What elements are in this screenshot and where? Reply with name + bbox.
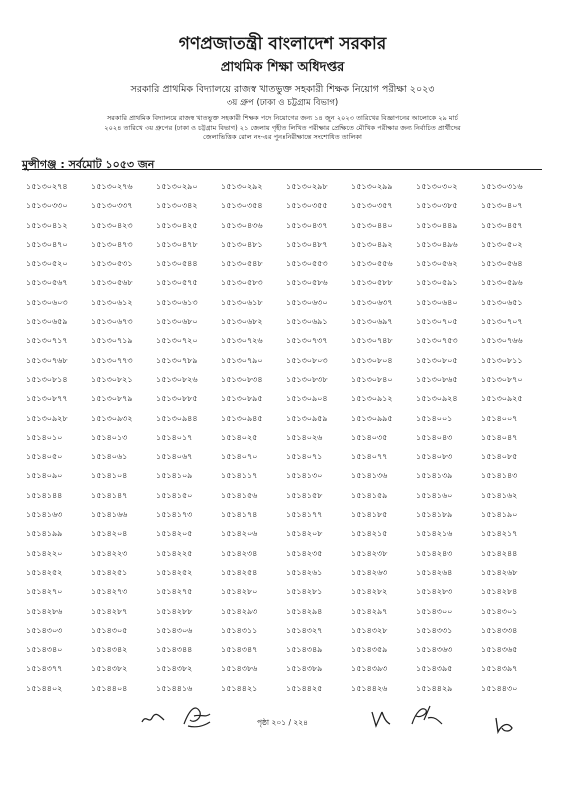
roll-number-cell: ১৫১৪০৮৩ — [416, 452, 453, 462]
roll-number-cell: ১৫১৪২২৩ — [91, 548, 128, 558]
roll-number-cell: ১৫১৩০৪৭৮ — [156, 239, 198, 249]
roll-number-cell: ১৫১৩০৮৬৫ — [416, 374, 458, 384]
signature-5 — [492, 714, 516, 736]
roll-number-cell: ১৫১৩০৭১৯ — [91, 336, 133, 346]
roll-number-cell: ১৫১৩০৬৩৭ — [351, 297, 393, 307]
group-title: ৩য় গ্রুপ (ঢাকা ও চট্টগ্রাম বিভাগ) — [226, 98, 339, 108]
exam-title: সরকারি প্রাথমিক বিদ্যালয়ে রাজস্ব খাতভুক্ত সহকারী শিক্ষক নিয়োগ পরীক্ষা ২০২৩ — [130, 84, 435, 95]
roll-number-cell: ১৫১৪২৮৬ — [26, 606, 63, 616]
roll-number-cell: ১৫১৪১৩৯ — [416, 471, 453, 481]
roll-number-cell: ১৫১৪০২৬ — [286, 432, 323, 442]
roll-number-cell: ১৫১৪২৬৪ — [416, 567, 453, 577]
roll-number-cell: ১৫১৪২৯৩ — [221, 606, 258, 616]
roll-number-cell: ১৫১৪৩৬৩ — [416, 645, 453, 655]
district-section-heading — [22, 153, 542, 170]
roll-number-cell: ১৫১৪২১৬ — [416, 529, 453, 539]
district-total-label: মুন্সীগঞ্জ : সর্বমোট ১০৫৩ জন — [22, 158, 155, 171]
roll-number-cell: ১৫১৪১৫৮ — [286, 490, 323, 500]
roll-number-cell: ১৫১৩০৫৯১ — [416, 278, 458, 288]
roll-number-cell: ১৫১৩০৬০৩ — [26, 297, 68, 307]
roll-number-cell: ১৫১৪৩৮৬ — [221, 664, 258, 674]
roll-number-cell: ১৫১৩০৪৯২ — [351, 239, 393, 249]
roll-number-cell: ১৫১৩০৬১২ — [91, 297, 133, 307]
roll-number-cell: ১৫১৩০৯৪৪ — [156, 413, 198, 423]
roll-number-cell: ১৫১৩০৫৬৮ — [91, 278, 133, 288]
roll-number-cell: ১৫১৩০৫৯৬ — [481, 278, 523, 288]
roll-number-cell: ১৫১৪২৮১ — [286, 587, 323, 597]
roll-number-cell: ১৫১৪১৭৪ — [221, 510, 258, 520]
roll-number-cell: ১৫১৪০৪৭ — [481, 432, 518, 442]
roll-number-cell: ১৫১৩০৫৫৩ — [286, 259, 328, 269]
roll-number-cell: ১৫১৪১৪৪ — [26, 490, 63, 500]
department-title: প্রাথমিক শিক্ষা অধিদপ্তর — [220, 60, 345, 75]
roll-number-cell: ১৫১৩০৪৩৬ — [221, 220, 263, 230]
roll-number-cell: ১৫১৪২৫১ — [91, 567, 128, 577]
roll-number-cell: ১৫১৪২৩৪ — [221, 548, 258, 558]
roll-number-cell: ১৫১৩০৭৯০ — [221, 355, 263, 365]
roll-number-cell: ১৫১৩০৮০৪ — [351, 355, 393, 365]
roll-number-cell: ১৫১৩০৭১৭ — [26, 336, 68, 346]
roll-number-cell: ১৫১৪২৮৪ — [481, 587, 518, 597]
roll-number-cell: ১৫১৩০৩৩৭ — [91, 201, 133, 211]
roll-number-cell: ১৫১৩০৩৫৭ — [351, 201, 393, 211]
signature-3 — [368, 706, 392, 730]
roll-number-cell: ১৫১৪২১৭ — [481, 529, 518, 539]
roll-number-cell: ১৫১৪৪০৪ — [91, 683, 128, 693]
roll-number-cell: ১৫১৩০৮০৫ — [416, 355, 458, 365]
roll-number-cell: ১৫১৪০০১ — [416, 413, 453, 423]
roll-number-cell: ১৫১৪২৭০ — [26, 587, 63, 597]
roll-number-cell: ১৫১৩০২৯৮ — [286, 182, 328, 191]
roll-number-cell: ১৫১৩০৩৫৫ — [286, 201, 328, 211]
roll-number-cell: ১৫১৩০৯৫৯ — [286, 413, 328, 423]
roll-number-cell: ১৫১৩০৪৭০ — [26, 239, 68, 249]
roll-number-cell: ১৫১৩০৪৮১ — [221, 239, 263, 249]
roll-number-cell: ১৫১৩০৭৬৬ — [481, 336, 523, 346]
signature-4 — [408, 702, 444, 730]
roll-number-cell: ১৫১৪২৮২ — [351, 587, 388, 597]
roll-number-cell: ১৫১৪১৬২ — [481, 490, 518, 500]
roll-number-cell: ১৫১৩০৭৪৮ — [351, 336, 393, 346]
roll-number-cell: ১৫১৩০৫৮৮ — [351, 278, 393, 288]
roll-number-cell: ১৫১৪৩১১ — [221, 625, 258, 635]
roll-number-cell: ১৫১৩০৭৮৯ — [156, 355, 198, 365]
roll-number-cell: ১৫১৪১৭৭ — [286, 510, 323, 520]
roll-number-cell: ১৫১৪০৯০ — [26, 471, 63, 481]
roll-number-cell: ১৫১৩০৭৬৮ — [26, 355, 68, 365]
roll-number-cell: ১৫১৪৩৯৩ — [351, 664, 388, 674]
roll-number-cell: ১৫১৪১৩০ — [286, 471, 323, 481]
roll-number-cell: ১৫১৪২০৪ — [91, 529, 128, 539]
roll-number-cell: ১৫১৩০৫৭৫ — [156, 278, 198, 288]
roll-number-cell: ১৫১৪৩০৬ — [156, 625, 193, 635]
roll-number-cell: ১৫১৩০৫২০ — [26, 259, 68, 269]
roll-number-cell: ১৫১৩০৬৮০ — [156, 317, 198, 327]
roll-number-cell: ১৫১৪২৪৪ — [481, 548, 518, 558]
roll-number-cell: ১৫১৩০৯১২ — [351, 394, 393, 404]
roll-number-cell: ১৫১৩০৪২৫ — [156, 220, 198, 230]
roll-number-cell: ১৫১৩০৮৭৭ — [26, 394, 68, 404]
roll-number-cell: ১৫১৪২৮৭ — [91, 606, 128, 616]
roll-number-cell: ১৫১৪৪২৫ — [286, 683, 323, 693]
roll-number-cell: ১৫১৩০৮৭০ — [481, 374, 523, 384]
roll-number-cell: ১৫১৩০৪১২ — [26, 220, 68, 230]
roll-number-cell: ১৫১৩০৪৪৯ — [416, 220, 458, 230]
roll-number-cell: ১৫১৪২৫৪ — [221, 567, 258, 577]
roll-number-cell: ১৫১৪৩২৭ — [286, 625, 323, 635]
roll-number-cell: ১৫১৩০৯২৪ — [416, 394, 458, 404]
roll-number-cell: ১৫১৪১৫৬ — [221, 490, 258, 500]
roll-number-cell: ১৫১৩০৭০৫ — [416, 317, 458, 327]
roll-number-cell: ১৫১৪৩৯৫ — [416, 664, 453, 674]
roll-number-cell: ১৫১৪১৬০ — [416, 490, 453, 500]
roll-number-cell: ১৫১৪৩৪২ — [91, 645, 128, 655]
roll-number-cell: ১৫১৩০৬৯৭ — [351, 317, 393, 327]
roll-number-cell: ১৫১৩০৪০৭ — [481, 201, 523, 211]
roll-number-cell: ১৫১৩০৮৪০ — [351, 374, 393, 384]
roll-number-cell: ১৫১৪১৬৬ — [91, 510, 128, 520]
roll-number-cell: ১৫১৪২৩৫ — [286, 548, 323, 558]
roll-number-cell: ১৫১৪৪০২ — [26, 683, 63, 693]
roll-number-cell: ১৫১৪২৮৮ — [156, 606, 193, 616]
roll-number-cell: ১৫১৪১৯৯ — [26, 529, 63, 539]
roll-number-cell: ১৫১৩০৩৮৫ — [416, 201, 458, 211]
roll-number-cell: ১৫১৪৩৩৪ — [481, 625, 518, 635]
roll-number-cell: ১৫১৩০৮৭৯ — [91, 394, 133, 404]
roll-number-cell: ১৫১৪৪৩০ — [481, 683, 518, 693]
roll-number-cell: ১৫১৩০৫৬৭ — [26, 278, 68, 288]
roll-number-cell: ১৫১৩০৬৫১ — [481, 297, 523, 307]
roll-number-cell: ১৫১৪৪২১ — [221, 683, 258, 693]
roll-number-cell: ১৫১৩০৫৮৬ — [286, 278, 328, 288]
roll-number-cell: ১৫১৪০৭৭ — [351, 452, 388, 462]
roll-number-cell: ১৫১৪৩৬৫ — [481, 645, 518, 655]
roll-number-cell: ১৫১৪২৬৮ — [481, 567, 518, 577]
roll-number-cell: ১৫১৪২৯৪ — [286, 606, 323, 616]
roll-number-cell: ১৫১৩০৭০৭ — [481, 317, 523, 327]
roll-number-cell: ১৫১৩০৯৪৫ — [221, 413, 263, 423]
roll-number-cell: ১৫১৩০৯০৪ — [286, 394, 328, 404]
roll-number-cell: ১৫১৩০৬৭৩ — [91, 317, 133, 327]
roll-number-cell: ১৫১৪৩০০ — [416, 606, 453, 616]
roll-number-cell: ১৫১৪৩৭৭ — [26, 664, 63, 674]
roll-number-cell: ১৫১৪৩৮৯ — [286, 664, 323, 674]
roll-number-cell: ১৫১৩০৫৬৪ — [481, 259, 523, 269]
roll-number-cell: ১৫১৪৩০৫ — [91, 625, 128, 635]
roll-number-cell: ১৫১৪৩৪৯ — [286, 645, 323, 655]
roll-number-cell: ১৫১৪০৩৫ — [351, 432, 388, 442]
roll-number-cell: ১৫১৪৩৯৭ — [481, 664, 518, 674]
roll-number-cell: ১৫১৩০৮৯৫ — [221, 394, 263, 404]
roll-number-cell: ১৫১৩০৪৭৩ — [91, 239, 133, 249]
roll-number-cell: ১৫১৪২২৫ — [156, 548, 193, 558]
roll-number-cell: ১৫১৩০৩৫৪ — [221, 201, 263, 211]
roll-number-cell: ১৫১৩০৫৩১ — [91, 259, 133, 269]
roll-number-cell: ১৫১৪২৮০ — [221, 587, 258, 597]
roll-number-cell: ১৫১৪১৩৬ — [351, 471, 388, 481]
roll-number-cell: ১৫১৪০১০ — [26, 432, 63, 442]
roll-number-cell: ১৫১৪৩৮২ — [91, 664, 128, 674]
roll-number-cell: ১৫১৪১৭৩ — [156, 510, 193, 520]
roll-number-cell: ১৫১৪০৭০ — [221, 452, 258, 462]
roll-number-cell: ১৫১৪৩৪০ — [26, 645, 63, 655]
roll-number-cell: ১৫১৩০৮১৪ — [26, 374, 68, 384]
roll-number-cell: ১৫১৪২২০ — [26, 548, 63, 558]
roll-number-cell: ১৫১৪২০৬ — [221, 529, 258, 539]
roll-number-cell: ১৫১৩০৭২০ — [156, 336, 198, 346]
roll-number-cell: ১৫১৪১৯০ — [481, 510, 518, 520]
roll-number-cell: ১৫১৩০৬৫৯ — [26, 317, 68, 327]
roll-number-grid — [22, 177, 542, 698]
roll-number-cell: ১৫১৩০৭৫৩ — [416, 336, 458, 346]
page-footer — [0, 698, 565, 758]
roll-number-cell: ১৫১৪২৭৫ — [156, 587, 193, 597]
roll-number-cell: ১৫১৩০২৭৬ — [91, 182, 133, 191]
roll-number-cell: ১৫১৩০৮২১ — [91, 374, 133, 384]
roll-number-cell: ১৫১৪০১৩ — [91, 432, 128, 442]
roll-number-cell: ১৫১৩০২৯২ — [221, 182, 263, 191]
roll-number-cell: ১৫১৩০৫৬২ — [416, 259, 458, 269]
roll-number-cell: ১৫১৩০৭২৬ — [221, 336, 263, 346]
roll-number-cell: ১৫১৩০৭৭৩ — [91, 355, 133, 365]
roll-number-cell: ১৫১৩০৮৩৮ — [286, 374, 328, 384]
roll-number-cell: ১৫১৩০৪২৩ — [91, 220, 133, 230]
roll-number-cell: ১৫১৩০৮৩৪ — [221, 374, 263, 384]
roll-number-cell: ১৫১৩০৬৯১ — [286, 317, 328, 327]
roll-number-cell: ১৫১৪৩২৮ — [351, 625, 388, 635]
roll-number-cell: ১৫১৪২০৮ — [286, 529, 323, 539]
roll-number-cell: ১৫১৩০৩৩০ — [26, 201, 68, 211]
roll-number-cell: ১৫১৩০৬৮২ — [221, 317, 263, 327]
roll-number-cell: ১৫১৩০৪৫৭ — [481, 220, 523, 230]
roll-number-cell: ১৫১৩০৫৪৮ — [221, 259, 263, 269]
notice-line: জেলাভিত্তিক রোল নং-এর পুনঃনিরীক্ষান্তে সংশোধিত তালিকা — [203, 133, 362, 141]
roll-number-cell: ১৫১৩০৫৮৩ — [221, 278, 263, 288]
roll-number-cell: ১৫১৪১০৯ — [156, 471, 193, 481]
roll-number-cell: ১৫১৩০৪৩৭ — [286, 220, 328, 230]
roll-number-cell: ১৫১৪৩০১ — [481, 606, 518, 616]
roll-number-cell: ১৫১৩০৮২৬ — [156, 374, 198, 384]
roll-number-cell: ১৫১৪০২৫ — [221, 432, 258, 442]
roll-number-cell: ১৫১৩০৩১৬ — [481, 182, 523, 191]
roll-number-cell: ১৫১৩০৬৩০ — [286, 297, 328, 307]
roll-number-cell: ১৫১৪১৬৩ — [26, 510, 63, 520]
roll-number-cell: ১৫১৪০৫০ — [26, 452, 63, 462]
notice-line: সরকারি প্রাথমিক বিদ্যালয়ে রাজস্ব খাতভুক্ত সহকারী শিক্ষক পদে নিয়োগের জন্য ১৪ জুন ২০২৩ তারিখের বিজ্ঞাপনের আলোকে ২৯ মার্চ — [106, 114, 459, 122]
roll-number-cell: ১৫১৩০৪৪০ — [351, 220, 393, 230]
roll-number-cell: ১৫১৪১৮৫ — [351, 510, 388, 520]
roll-number-cell: ১৫১৪০১৭ — [156, 432, 193, 442]
roll-number-cell: ১৫১৩০৭৩৭ — [286, 336, 328, 346]
roll-number-cell: ১৫১৪৩৫৯ — [351, 645, 388, 655]
roll-number-cell: ১৫১৩০২৯০ — [156, 182, 198, 191]
roll-number-cell: ১৫১৩০৩০২ — [416, 182, 458, 191]
roll-number-cell: ১৫১৩০৮০৩ — [286, 355, 328, 365]
roll-number-cell: ১৫১৪২১৫ — [351, 529, 388, 539]
notice-text — [20, 114, 545, 143]
roll-number-cell: ১৫১৪১৪৩ — [481, 471, 518, 481]
roll-number-cell: ১৫১৩০৪৮৭ — [286, 239, 328, 249]
notice-line: ২০২৪ তারিখে ৩য় গ্রুপের (ঢাকা ও চট্টগ্রাম বিভাগ) ২১ জেলায় গৃহীত লিখিত পরীক্ষার প্রেক্ষিতে মৌখিক পরীক্ষার জন্য নির্বাচিত প্রার্থীদের — [104, 123, 461, 132]
roll-number-cell: ১৫১৪৪২৯ — [416, 683, 453, 693]
roll-number-cell: ১৫১৪১৪৭ — [91, 490, 128, 500]
roll-number-cell: ১৫১৪১০৪ — [91, 471, 128, 481]
roll-number-cell: ১৫১৪১১৭ — [221, 471, 258, 481]
roll-number-cell: ১৫১৪৩৪৭ — [221, 645, 258, 655]
roll-number-cell: ১৫১৩০৪৯৬ — [416, 239, 458, 249]
roll-number-cell: ১৫১৪২৪৩ — [416, 548, 453, 558]
roll-number-cell: ১৫১৪২৬৩ — [351, 567, 388, 577]
roll-number-cell: ১৫১৪২৫২ — [26, 567, 63, 577]
roll-number-cell: ১৫১৪৩৪৪ — [156, 645, 193, 655]
roll-number-cell: ১৫১৪২৩৮ — [351, 548, 388, 558]
roll-number-cell: ১৫১৪২৮৩ — [416, 587, 453, 597]
roll-number-cell: ১৫১৩০৩৪২ — [156, 201, 198, 211]
page-number: পৃষ্ঠা ২০১ / ২২৪ — [256, 718, 309, 727]
roll-number-cell: ১৫১৪১৫৯ — [351, 490, 388, 500]
roll-number-cell: ১৫১৪১৫০ — [156, 490, 193, 500]
roll-number-cell: ১৫১৩০৫৪৪ — [156, 259, 198, 269]
roll-number-cell: ১৫১৪২৭৩ — [91, 587, 128, 597]
roll-number-cell: ১৫১৩০৯২৫ — [481, 394, 523, 404]
roll-number-cell: ১৫১৩০২৭৪ — [26, 182, 68, 191]
roll-number-cell: ১৫১৩০৯৩২ — [91, 413, 133, 423]
roll-number-cell: ১৫১৪৩০৩ — [26, 625, 63, 635]
government-title: গণপ্রজাতন্ত্রী বাংলাদেশ সরকার — [178, 34, 387, 54]
roll-number-cell: ১৫১৪০৭১ — [286, 452, 323, 462]
roll-number-cell: ১৫১৪৪১৬ — [156, 683, 193, 693]
roll-number-cell: ১৫১৪৩৩১ — [416, 625, 453, 635]
roll-number-cell: ১৫১৪০৪৩ — [416, 432, 453, 442]
roll-number-cell: ১৫১৪২৬১ — [286, 567, 323, 577]
roll-number-cell: ১৫১৪৪২৬ — [351, 683, 388, 693]
roll-number-cell: ১৫১৩০৯৯৫ — [351, 413, 393, 423]
roll-number-cell: ১৫১৪০৮৫ — [481, 452, 518, 462]
roll-number-cell: ১৫১৪০৬১ — [91, 452, 128, 462]
roll-number-cell: ১৫১৪২৫২ — [156, 567, 193, 577]
roll-number-cell: ১৫১৩০৫০২ — [481, 239, 523, 249]
roll-number-cell: ১৫১৩০২৯৯ — [351, 182, 393, 191]
roll-number-cell: ১৫১৪২০৫ — [156, 529, 193, 539]
roll-number-cell: ১৫১৪৩৮২ — [156, 664, 193, 674]
roll-number-cell: ১৫১৩০৬১৮ — [221, 297, 263, 307]
roll-number-cell: ১৫১৩০৮৮৫ — [156, 394, 198, 404]
roll-number-cell: ১৫১৩০৬১৩ — [156, 297, 198, 307]
roll-number-cell: ১৫১৩০৯২৮ — [26, 413, 68, 423]
roll-number-cell: ১৫১৩০৫৫৬ — [351, 259, 393, 269]
roll-number-cell: ১৫১৪১৮৯ — [416, 510, 453, 520]
roll-number-cell: ১৫১৪০৬৭ — [156, 452, 193, 462]
roll-number-cell: ১৫১৪২৯৭ — [351, 606, 388, 616]
roll-number-cell: ১৫১৪০০৭ — [481, 413, 518, 423]
roll-number-cell: ১৫১৩০৮১১ — [481, 355, 523, 365]
roll-number-cell: ১৫১৩০৬৪০ — [416, 297, 458, 307]
